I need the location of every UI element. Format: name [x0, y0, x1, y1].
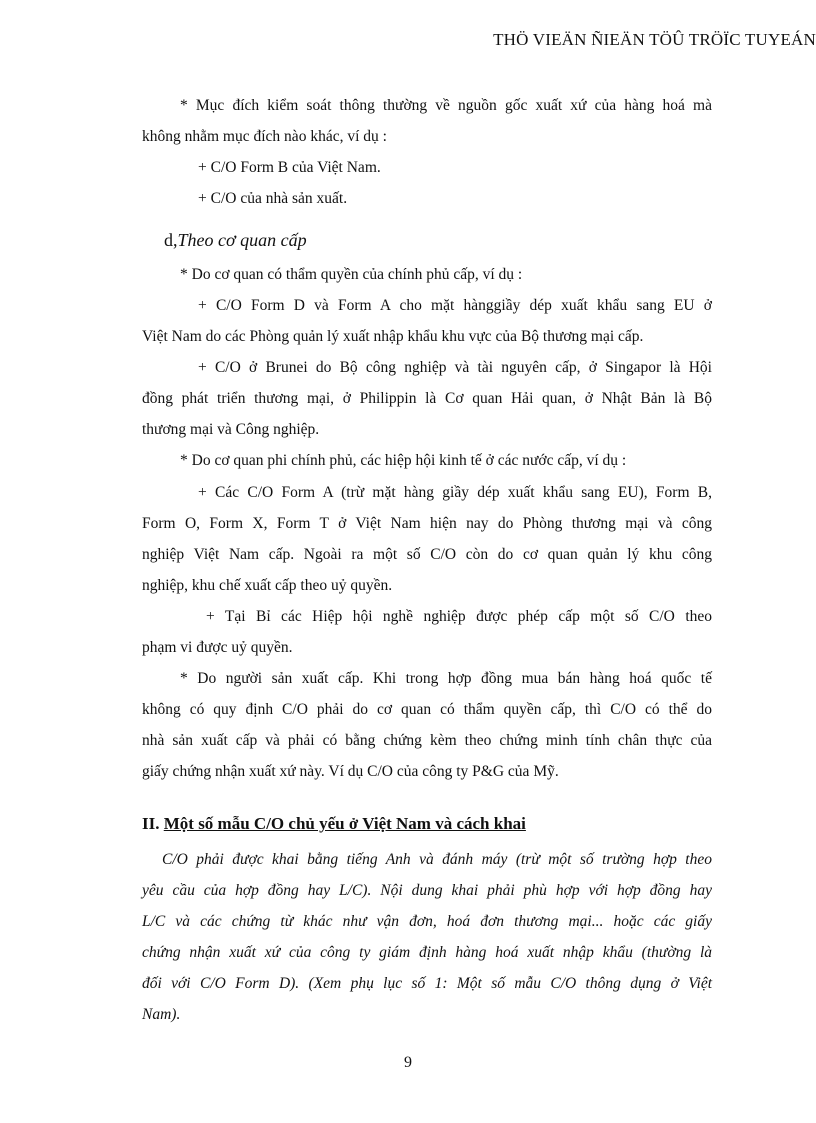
body-line: + C/O ở Brunei do Bộ công nghiệp và tài nguyên cấp, ở Singapor là Hội: [198, 359, 712, 376]
body-line: nghiệp Việt Nam cấp. Ngoài ra một số C/O còn do cơ quan quản lý khu công: [142, 546, 712, 563]
body-line: + C/O của nhà sản xuất.: [198, 190, 348, 207]
body-line: đồng phát triển thương mại, ở Philippin là Cơ quan Hải quan, ở Nhật Bản là Bộ: [142, 390, 712, 407]
body-line: * Do người sản xuất cấp. Khi trong hợp đồng mua bán hàng hoá quốc tế: [180, 670, 712, 687]
section-heading-prefix: II.: [142, 814, 164, 833]
body-line: Việt Nam do các Phòng quản lý xuất nhập khẩu khu vực của Bộ thương mại cấp.: [142, 328, 644, 345]
body-line: + C/O Form D và Form A cho mặt hànggiầy dép xuất khẩu sang EU ở: [198, 297, 712, 314]
section-heading-text: Một số mẫu C/O chủ yếu ở Việt Nam và cách khai: [163, 814, 526, 833]
italic-line: L/C và các chứng từ khác như vận đơn, hoá đơn thương mại... hoặc các giấy: [142, 913, 712, 930]
body-line: nghiệp, khu chế xuất cấp theo uỷ quyền.: [142, 577, 393, 594]
page-number: 9: [404, 1054, 412, 1071]
subheading-prefix: d,: [164, 230, 178, 250]
subheading-text: Theo cơ quan cấp: [177, 230, 307, 250]
italic-line: Nam).: [142, 1006, 181, 1023]
running-header: THÖ VIEÄN ÑIEÄN TÖÛ TRÖÏC TUYEÁN: [493, 30, 816, 49]
body-line: + Các C/O Form A (trừ mặt hàng giầy dép xuất khẩu sang EU), Form B,: [198, 484, 712, 501]
section-heading-ii: [142, 814, 712, 834]
body-line: * Do cơ quan có thẩm quyền của chính phủ cấp, ví dụ :: [180, 266, 523, 283]
body-line: không có quy định C/O phải do cơ quan có thẩm quyền cấp, thì C/O có thể do: [142, 701, 712, 718]
body-line: * Do cơ quan phi chính phủ, các hiệp hội kinh tế ở các nước cấp, ví dụ :: [180, 452, 627, 469]
body-line: giấy chứng nhận xuất xứ này. Ví dụ C/O của công ty P&G của Mỹ.: [142, 763, 559, 780]
body-line: nhà sản xuất cấp và phải có bằng chứng kèm theo chứng minh tính chân thực của: [142, 732, 712, 749]
subheading-d: [164, 230, 734, 250]
body-line: phạm vi được uỷ quyền.: [142, 639, 293, 656]
italic-line: C/O phải được khai bằng tiếng Anh và đánh máy (trừ một số trường hợp theo: [162, 851, 712, 868]
body-line: + C/O Form B của Việt Nam.: [198, 159, 381, 176]
italic-line: đối với C/O Form D). (Xem phụ lục số 1: Một số mẫu C/O thông dụng ở Việt: [142, 975, 712, 992]
body-line: Form O, Form X, Form T ở Việt Nam hiện nay do Phòng thương mại và công: [142, 515, 712, 532]
italic-line: chứng nhận xuất xứ của công ty giám định hàng hoá xuất nhập khẩu (thường là: [142, 944, 712, 961]
body-line: thương mại và Công nghiệp.: [142, 421, 320, 438]
body-line: không nhằm mục đích nào khác, ví dụ :: [142, 128, 387, 145]
body-line: * Mục đích kiểm soát thông thường về nguồn gốc xuất xứ của hàng hoá mà: [180, 97, 712, 114]
italic-line: yêu cầu của hợp đồng hay L/C). Nội dung khai phải phù hợp với hợp đồng hay: [142, 882, 712, 899]
body-line: + Tại Bỉ các Hiệp hội nghề nghiệp được phép cấp một số C/O theo: [206, 608, 712, 625]
